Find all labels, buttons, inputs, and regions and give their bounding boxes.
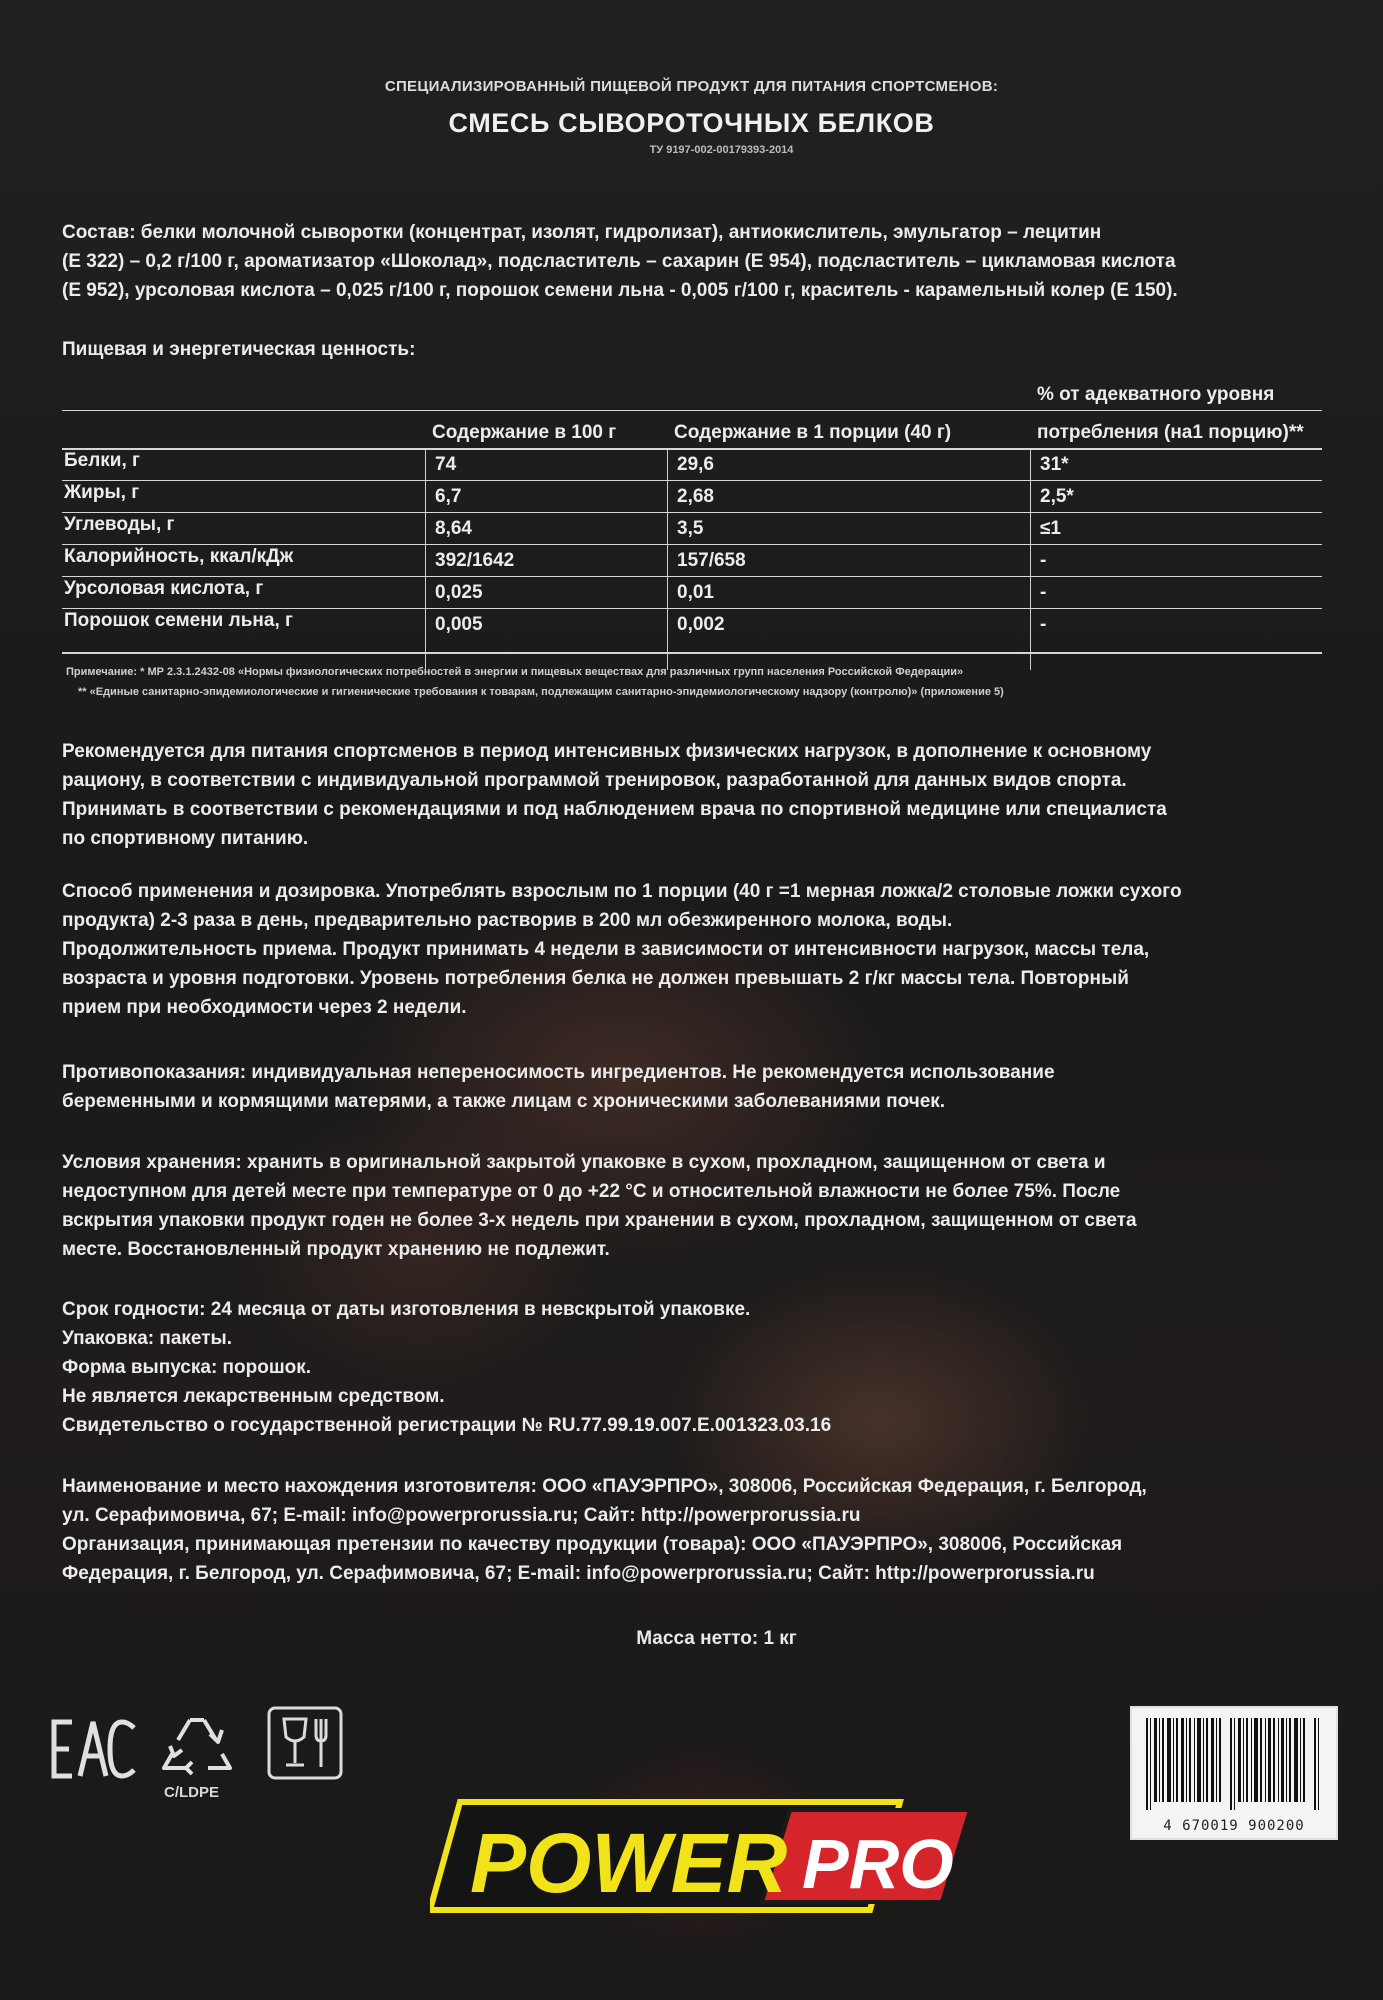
table-bottom-rule [62,652,1322,654]
net-mass: Масса нетто: 1 кг [636,1628,797,1649]
info-line: Упаковка: пакеты. [62,1328,233,1349]
column-divider [1030,450,1031,670]
storage-line: Условия хранения: хранить в оригинальной закрытой упаковке в сухом, прохладном, защищенном от света и [62,1152,1106,1173]
logo-pro-text: PRO [802,1825,954,1903]
usage-line: прием при необходимости через 2 недели. [62,997,467,1018]
manufacturer-line: Федерация, г. Белгород, ул. Серафимовича, 67; E-mail: info@powerprorussia.ru; Сайт: http://powerprorussia.ru [62,1563,1095,1584]
info-line: Форма выпуска: порошок. [62,1357,312,1378]
cell-per100: 0,025 [435,582,483,603]
row-label: Калорийность, ккал/кДж [64,546,294,567]
manufacturer-line: Организация, принимающая претензии по качеству продукции (товара): ООО «ПАУЭРПРО», 308006, Российская [62,1534,1123,1555]
product-category: СПЕЦИАЛИЗИРОВАННЫЙ ПИЩЕВОЙ ПРОДУКТ ДЛЯ ПИТАНИЯ СПОРТСМЕНОВ: [384,78,999,95]
cell-rda: - [1040,550,1047,571]
recommend-line: Принимать в соответствии с рекомендациями и под наблюдением врача по спортивной медицине или специалиста [62,799,1167,820]
recommend-line: по спортивному питанию. [62,828,309,849]
row-rule [62,512,1322,513]
usage-text [62,877,1317,1022]
contra-line: Противопоказания: индивидуальная непереносимость ингредиентов. Не рекомендуется использование [62,1062,1055,1083]
storage-text [62,1148,1317,1264]
tech-spec-number: ТУ 9197-002-00179393-2014 [649,144,794,156]
cell-rda: - [1040,582,1047,603]
storage-line: месте. Восстановленный продукт хранению не подлежит. [62,1239,610,1260]
logo-power-text: POWER [470,1816,788,1910]
col-header-rda-line2: потребления (на1 порцию)** [1037,422,1304,443]
usage-line: возраста и уровня подготовки. Уровень потребления белка не должен превышать 2 г/кг массы тела. Повторный [62,968,1129,989]
cell-per100: 392/1642 [435,550,515,571]
barcode-number: 4 670019 900200 [1163,1818,1305,1834]
cell-portion: 2,68 [677,486,714,507]
nutrition-heading: Пищевая и энергетическая ценность: [62,339,416,360]
row-rule [62,608,1322,609]
info-line: Срок годности: 24 месяца от даты изготовления в невскрытой упаковке. [62,1299,751,1320]
product-info-text [62,1295,1317,1440]
food-safe-icon [266,1705,344,1786]
composition-line: (Е 952), урсоловая кислота – 0,025 г/100 г, порошок семени льна - 0,005 г/100 г, краситель - карамельный колер (Е 150). [62,280,1178,301]
info-line: Свидетельство о государственной регистрации № RU.77.99.19.007.Е.001323.03.16 [62,1415,832,1436]
row-label: Углеводы, г [64,514,175,535]
contraindications-text [62,1058,1317,1116]
cell-rda: 31* [1040,454,1069,475]
cell-per100: 74 [435,454,457,475]
barcode [1130,1706,1338,1840]
power-pro-logo [430,1792,990,1922]
table-header-rule [62,448,1322,450]
cell-rda: ≤1 [1040,518,1061,539]
manufacturer-line: Наименование и место нахождения изготовителя: ООО «ПАУЭРПРО», 308006, Российская Федерация, г. Белгород, [62,1476,1147,1497]
composition-line: (Е 322) – 0,2 г/100 г, ароматизатор «Шоколад», подсластитель – сахарин (Е 954), подсластитель – цикламовая кислота [62,251,1176,272]
row-rule [62,576,1322,577]
recommend-line: Рекомендуется для питания спортсменов в период интенсивных физических нагрузок, в дополнение к основному [62,741,1152,762]
manufacturer-line: ул. Серафимовича, 67; E-mail: info@powerprorussia.ru; Сайт: http://powerprorussia.ru [62,1505,861,1526]
footnote-1: Примечание: * МР 2.3.1.2432-08 «Нормы физиологических потребностей в энергии и пищевых веществах для различных групп населения Российской Федерации» [66,666,964,678]
recycle-icon [152,1712,242,1789]
column-divider [425,450,426,670]
footnote-2: ** «Единые санитарно-эпидемиологические и гигиенические требования к товарам, подлежащим санитарно-эпидемиологическому надзору (контролю)» (приложение 5) [78,686,1004,698]
cell-rda: 2,5* [1040,486,1074,507]
row-label: Порошок семени льна, г [64,610,293,631]
cell-portion: 3,5 [677,518,704,539]
cell-per100: 8,64 [435,518,472,539]
usage-line: продукта) 2-3 раза в день, предварительно растворив в 200 мл обезжиренного молока, воды. [62,910,953,931]
product-title: СМЕСЬ СЫВОРОТОЧНЫХ БЕЛКОВ [448,108,935,138]
cell-rda: - [1040,614,1047,635]
composition-text [62,218,1317,305]
recommendation-text [62,737,1317,853]
row-label: Белки, г [64,450,140,471]
col-header-portion: Содержание в 1 порции (40 г) [674,422,952,443]
row-label: Урсоловая кислота, г [64,578,264,599]
info-line: Не является лекарственным средством. [62,1386,445,1407]
cell-portion: 29,6 [677,454,714,475]
recycle-label: C/LDPE [164,1784,220,1801]
column-divider [667,450,668,670]
barcode-bars [1144,1718,1324,1810]
manufacturer-text [62,1472,1317,1588]
col-header-per100: Содержание в 100 г [432,422,617,443]
recommend-line: рациону, в соответствии с индивидуальной программой тренировок, разработанной для данных видов спорта. [62,770,1127,791]
cell-portion: 157/658 [677,550,746,571]
cell-per100: 6,7 [435,486,462,507]
eac-mark-icon [50,1718,138,1785]
table-top-rule [62,410,1322,411]
cell-per100: 0,005 [435,614,483,635]
usage-line: Продолжительность приема. Продукт принимать 4 недели в зависимости от интенсивности нагрузок, массы тела, [62,939,1150,960]
row-rule [62,544,1322,545]
composition-line: Состав: белки молочной сыворотки (концентрат, изолят, гидролизат), антиокислитель, эмульгатор – лецитин [62,222,1102,243]
cell-portion: 0,002 [677,614,725,635]
row-label: Жиры, г [64,482,140,503]
storage-line: вскрытия упаковки продукт годен не более 3-х недель при хранении в сухом, прохладном, защищенном от света [62,1210,1137,1231]
col-header-rda-line1: % от адекватного уровня [1037,384,1275,405]
cell-portion: 0,01 [677,582,714,603]
contra-line: беременными и кормящими матерями, а также лицам с хроническими заболеваниями почек. [62,1091,946,1112]
storage-line: недоступном для детей месте при температуре от 0 до +22 °С и относительной влажности не более 75%. После [62,1181,1121,1202]
row-rule [62,480,1322,481]
usage-line: Способ применения и дозировка. Употреблять взрослым по 1 порции (40 г =1 мерная ложка/2 столовые ложки сухого [62,881,1182,902]
